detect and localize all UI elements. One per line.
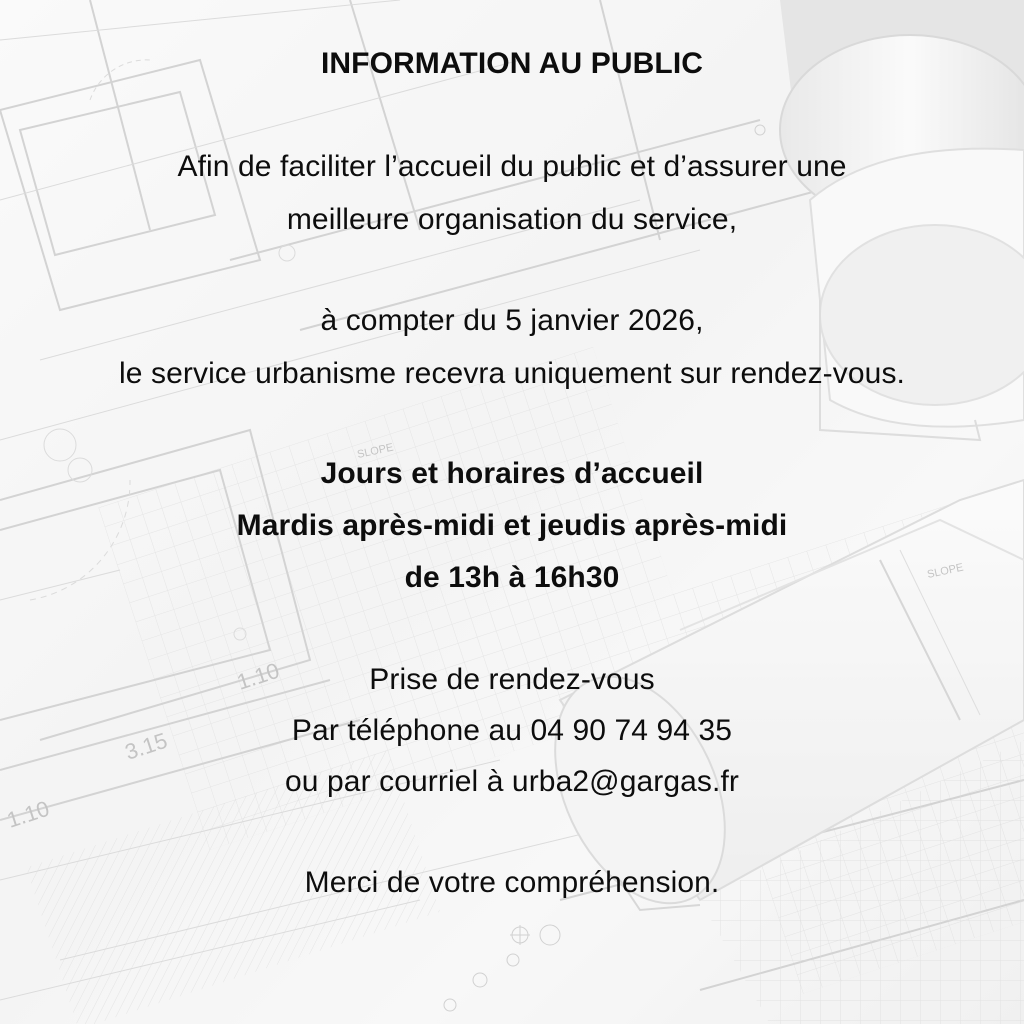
effective-date-text: à compter du 5 janvier 2026, [320, 304, 704, 337]
blueprint-label-slope: SLOPE [356, 441, 395, 461]
intro-text-line: meilleure organisation du service, [286, 203, 738, 236]
service-policy-text: le service urbanisme recevra uniquement sur rendez-vous. [119, 357, 905, 390]
appointment-email: ou par courriel à urba2@gargas.fr [285, 765, 739, 798]
appointment-heading: Prise de rendez-vous [369, 663, 655, 696]
hours-days: Mardis après-midi et jeudis après-midi [236, 509, 788, 542]
blueprint-label-dimension: 1.10 [3, 795, 53, 833]
blueprint-label-dimension: 3.15 [121, 727, 171, 765]
hours-time: de 13h à 16h30 [404, 561, 620, 594]
notice-title: INFORMATION AU PUBLIC [320, 47, 704, 80]
appointment-phone: Par téléphone au 04 90 74 94 35 [291, 714, 733, 747]
thanks-text: Merci de votre compréhension. [304, 866, 720, 899]
intro-text-line: Afin de faciliter l’accueil du public et d’assurer une [177, 150, 847, 183]
hours-heading: Jours et horaires d’accueil [320, 457, 704, 490]
blueprint-label-dimension: 1.10 [233, 657, 283, 695]
blueprint-label-slope: SLOPE [926, 561, 965, 581]
